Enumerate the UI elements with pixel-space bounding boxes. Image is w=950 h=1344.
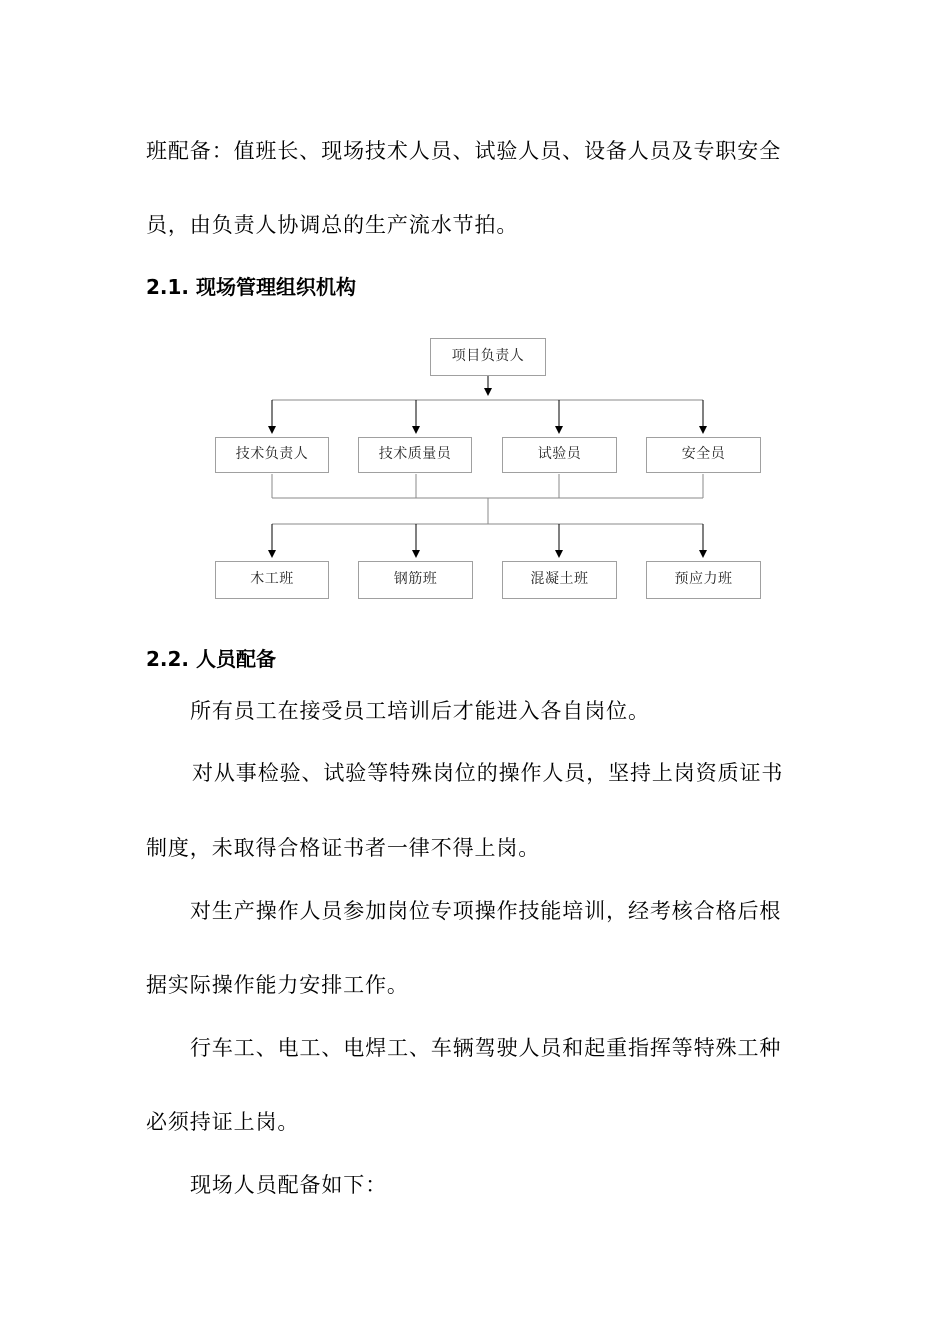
org-node-rebar: [358, 561, 473, 599]
paragraph-2-line-2: 制度，未取得合格证书者一律不得上岗。: [146, 836, 541, 860]
org-node-safety: [646, 437, 761, 473]
org-node-tech-lead: [215, 437, 329, 473]
org-node-label: 安全员: [681, 446, 726, 462]
paragraph-3-line-1: 对生产操作人员参加岗位专项操作技能培训，经考核合格后根: [190, 899, 782, 923]
org-node-tech-quality: [358, 437, 472, 473]
paragraph-1: 所有员工在接受员工培训后才能进入各自岗位。: [190, 699, 650, 723]
org-node-label: 项目负责人: [451, 348, 525, 364]
org-chart-connectors: [0, 0, 950, 640]
paragraph-2-line-1: 对从事检验、试验等特殊岗位的操作人员，坚持上岗资质证书: [192, 761, 784, 785]
org-node-label: 预应力班: [674, 571, 733, 587]
paragraph-3-line-2: 据实际操作能力安排工作。: [146, 973, 409, 997]
org-node-project-lead: [430, 338, 546, 376]
intro-line-2: 员，由负责人协调总的生产流水节拍。: [146, 213, 519, 237]
paragraph-5: 现场人员配备如下：: [190, 1173, 388, 1197]
paragraph-4-line-1: 行车工、电工、电焊工、车辆驾驶人员和起重指挥等特殊工种: [190, 1036, 782, 1060]
org-node-prestress: [646, 561, 761, 599]
org-node-carpentry: [215, 561, 329, 599]
org-node-label: 技术质量员: [378, 446, 452, 462]
org-node-label: 木工班: [250, 571, 294, 587]
org-node-tester: [502, 437, 617, 473]
org-node-label: 混凝土班: [530, 571, 589, 587]
intro-line-1: 班配备：值班长、现场技术人员、试验人员、设备人员及专职安全: [146, 139, 782, 163]
org-node-label: 钢筋班: [393, 571, 438, 587]
section-heading-2-1: 2.1. 现场管理组织机构: [146, 275, 356, 299]
org-node-label: 技术负责人: [235, 446, 309, 462]
paragraph-4-line-2: 必须持证上岗。: [146, 1110, 300, 1134]
org-node-label: 试验员: [537, 446, 582, 462]
org-node-concrete: [502, 561, 617, 599]
section-heading-2-2: 2.2. 人员配备: [146, 647, 276, 671]
